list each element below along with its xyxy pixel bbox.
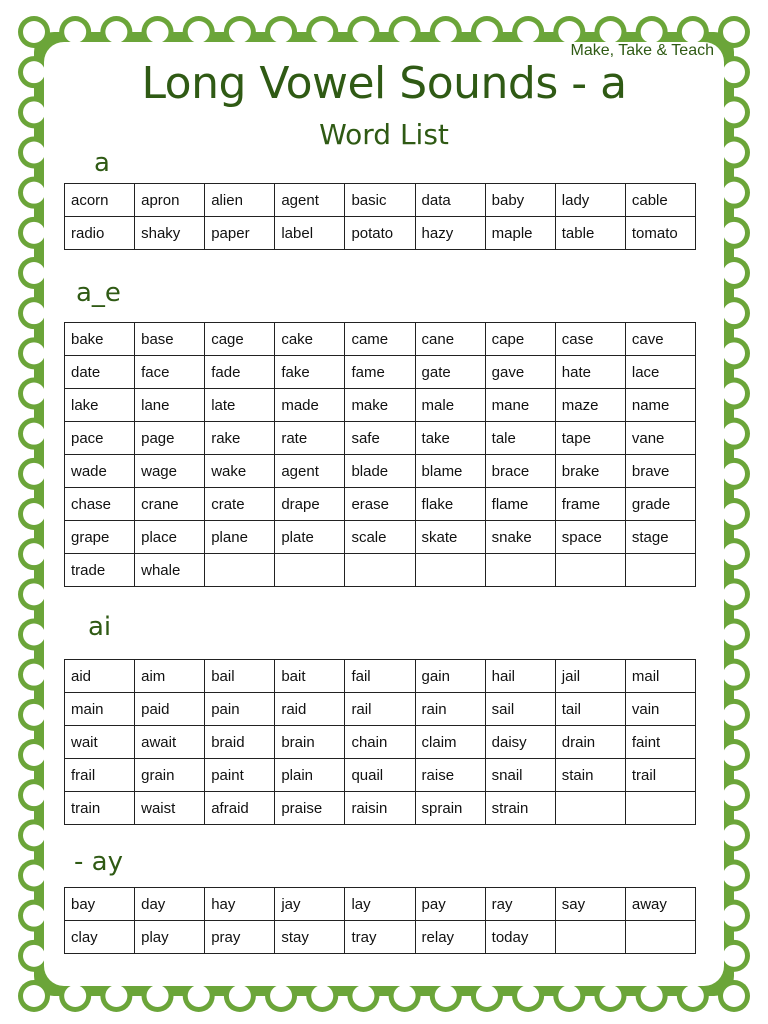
empty-cell bbox=[555, 554, 625, 587]
word-cell: fade bbox=[205, 356, 275, 389]
border-scallop bbox=[270, 985, 292, 1007]
word-cell: wake bbox=[205, 455, 275, 488]
table-row bbox=[65, 792, 696, 825]
border-scallop bbox=[229, 985, 251, 1007]
word-cell: drape bbox=[275, 488, 345, 521]
border-scallop bbox=[517, 21, 539, 43]
word-cell: agent bbox=[275, 455, 345, 488]
word-cell: braid bbox=[205, 726, 275, 759]
border-scallop bbox=[105, 985, 127, 1007]
word-table-a-e bbox=[64, 322, 696, 587]
border-scallop bbox=[723, 262, 745, 284]
word-cell: fake bbox=[275, 356, 345, 389]
border-scallop bbox=[641, 21, 663, 43]
word-cell: plain bbox=[275, 759, 345, 792]
border-scallop bbox=[188, 985, 210, 1007]
word-cell: raid bbox=[275, 693, 345, 726]
page-subtitle: Word List bbox=[319, 118, 449, 151]
border-scallop bbox=[599, 21, 621, 43]
empty-cell bbox=[415, 554, 485, 587]
word-cell: vane bbox=[625, 422, 695, 455]
word-table-ay bbox=[64, 887, 696, 954]
border-scallop bbox=[23, 985, 45, 1007]
border-scallop bbox=[23, 704, 45, 726]
word-cell: wade bbox=[65, 455, 135, 488]
table-row bbox=[65, 554, 696, 587]
border-scallop bbox=[23, 865, 45, 887]
word-cell: fame bbox=[345, 356, 415, 389]
border-scallop bbox=[394, 985, 416, 1007]
word-cell: claim bbox=[415, 726, 485, 759]
empty-cell bbox=[205, 554, 275, 587]
table-row bbox=[65, 455, 696, 488]
word-cell: blade bbox=[345, 455, 415, 488]
word-cell: day bbox=[135, 888, 205, 921]
word-cell: ray bbox=[485, 888, 555, 921]
word-cell: came bbox=[345, 323, 415, 356]
word-cell: praise bbox=[275, 792, 345, 825]
word-cell: blame bbox=[415, 455, 485, 488]
word-cell: brace bbox=[485, 455, 555, 488]
border-scallop bbox=[352, 21, 374, 43]
word-cell: pay bbox=[415, 888, 485, 921]
word-cell: chain bbox=[345, 726, 415, 759]
border-scallop bbox=[723, 543, 745, 565]
word-cell: fail bbox=[345, 660, 415, 693]
word-cell: paper bbox=[205, 217, 275, 250]
border-scallop bbox=[23, 302, 45, 324]
word-cell: paint bbox=[205, 759, 275, 792]
border-scallop bbox=[23, 945, 45, 967]
word-cell: crate bbox=[205, 488, 275, 521]
border-scallop bbox=[723, 824, 745, 846]
word-cell: name bbox=[625, 389, 695, 422]
empty-cell bbox=[625, 792, 695, 825]
word-cell: hail bbox=[485, 660, 555, 693]
border-scallop bbox=[23, 21, 45, 43]
word-cell: main bbox=[65, 693, 135, 726]
table-row bbox=[65, 422, 696, 455]
word-cell: pace bbox=[65, 422, 135, 455]
word-cell: face bbox=[135, 356, 205, 389]
table-row bbox=[65, 888, 696, 921]
page-title: Long Vowel Sounds - a bbox=[141, 58, 627, 109]
word-cell: bay bbox=[65, 888, 135, 921]
border-scallop bbox=[723, 664, 745, 686]
word-cell: page bbox=[135, 422, 205, 455]
word-cell: flame bbox=[485, 488, 555, 521]
border-scallop bbox=[476, 21, 498, 43]
border-scallop bbox=[723, 21, 745, 43]
word-cell: gave bbox=[485, 356, 555, 389]
border-scallop bbox=[723, 383, 745, 405]
word-cell: apron bbox=[135, 184, 205, 217]
word-cell: chase bbox=[65, 488, 135, 521]
word-cell: data bbox=[415, 184, 485, 217]
border-scallop bbox=[723, 503, 745, 525]
word-cell: stay bbox=[275, 921, 345, 954]
border-scallop bbox=[723, 423, 745, 445]
word-cell: flake bbox=[415, 488, 485, 521]
border-scallop bbox=[723, 463, 745, 485]
section-label-ay: - ay bbox=[74, 847, 123, 877]
word-cell: place bbox=[135, 521, 205, 554]
word-cell: paid bbox=[135, 693, 205, 726]
word-cell: lady bbox=[555, 184, 625, 217]
word-cell: alien bbox=[205, 184, 275, 217]
word-table-a bbox=[64, 183, 696, 250]
word-cell: radio bbox=[65, 217, 135, 250]
border-scallop bbox=[723, 583, 745, 605]
word-cell: base bbox=[135, 323, 205, 356]
word-cell: acorn bbox=[65, 184, 135, 217]
border-scallop bbox=[23, 342, 45, 364]
word-cell: tomato bbox=[625, 217, 695, 250]
word-cell: daisy bbox=[485, 726, 555, 759]
word-cell: safe bbox=[345, 422, 415, 455]
word-cell: agent bbox=[275, 184, 345, 217]
section-label-ai: ai bbox=[88, 612, 112, 642]
word-cell: scale bbox=[345, 521, 415, 554]
word-cell: tape bbox=[555, 422, 625, 455]
word-cell: jay bbox=[275, 888, 345, 921]
border-scallop bbox=[23, 182, 45, 204]
empty-cell bbox=[345, 554, 415, 587]
table-row bbox=[65, 759, 696, 792]
border-scallop bbox=[599, 985, 621, 1007]
word-cell: gate bbox=[415, 356, 485, 389]
word-cell: lay bbox=[345, 888, 415, 921]
border-scallop bbox=[723, 865, 745, 887]
border-scallop bbox=[23, 905, 45, 927]
word-cell: cape bbox=[485, 323, 555, 356]
word-cell: brake bbox=[555, 455, 625, 488]
word-cell: today bbox=[485, 921, 555, 954]
border-scallop bbox=[23, 664, 45, 686]
table-row bbox=[65, 323, 696, 356]
word-cell: lane bbox=[135, 389, 205, 422]
border-scallop bbox=[723, 342, 745, 364]
word-cell: gain bbox=[415, 660, 485, 693]
word-cell: cable bbox=[625, 184, 695, 217]
border-scallop bbox=[394, 21, 416, 43]
word-cell: grain bbox=[135, 759, 205, 792]
word-cell: quail bbox=[345, 759, 415, 792]
border-scallop bbox=[229, 21, 251, 43]
border-scallop bbox=[23, 423, 45, 445]
border-scallop bbox=[682, 21, 704, 43]
border-scallop bbox=[558, 985, 580, 1007]
border-scallop bbox=[23, 824, 45, 846]
empty-cell bbox=[485, 554, 555, 587]
border-scallop bbox=[723, 302, 745, 324]
word-cell: say bbox=[555, 888, 625, 921]
word-cell: bail bbox=[205, 660, 275, 693]
word-cell: erase bbox=[345, 488, 415, 521]
word-cell: afraid bbox=[205, 792, 275, 825]
word-cell: male bbox=[415, 389, 485, 422]
table-row bbox=[65, 660, 696, 693]
word-cell: cane bbox=[415, 323, 485, 356]
border-scallop bbox=[23, 744, 45, 766]
table-row bbox=[65, 921, 696, 954]
border-scallop bbox=[270, 21, 292, 43]
word-cell: maple bbox=[485, 217, 555, 250]
word-cell: play bbox=[135, 921, 205, 954]
border-scallop bbox=[64, 985, 86, 1007]
border-scallop bbox=[147, 985, 169, 1007]
table-row bbox=[65, 488, 696, 521]
word-cell: maze bbox=[555, 389, 625, 422]
border-scallop bbox=[147, 21, 169, 43]
word-cell: snake bbox=[485, 521, 555, 554]
word-cell: bake bbox=[65, 323, 135, 356]
border-scallop bbox=[23, 383, 45, 405]
border-scallop bbox=[311, 985, 333, 1007]
word-cell: sail bbox=[485, 693, 555, 726]
word-cell: pray bbox=[205, 921, 275, 954]
word-cell: rail bbox=[345, 693, 415, 726]
word-cell: cake bbox=[275, 323, 345, 356]
border-scallop bbox=[723, 182, 745, 204]
border-scallop bbox=[641, 985, 663, 1007]
table-row bbox=[65, 521, 696, 554]
border-scallop bbox=[23, 784, 45, 806]
word-cell: wait bbox=[65, 726, 135, 759]
table-row bbox=[65, 389, 696, 422]
word-cell: rate bbox=[275, 422, 345, 455]
word-cell: lace bbox=[625, 356, 695, 389]
word-cell: shaky bbox=[135, 217, 205, 250]
word-cell: tray bbox=[345, 921, 415, 954]
word-cell: skate bbox=[415, 521, 485, 554]
word-cell: whale bbox=[135, 554, 205, 587]
empty-cell bbox=[555, 921, 625, 954]
border-scallop bbox=[723, 744, 745, 766]
word-cell: plate bbox=[275, 521, 345, 554]
word-cell: relay bbox=[415, 921, 485, 954]
word-cell: await bbox=[135, 726, 205, 759]
border-scallop bbox=[723, 905, 745, 927]
word-cell: cave bbox=[625, 323, 695, 356]
border-scallop bbox=[723, 945, 745, 967]
word-cell: strain bbox=[485, 792, 555, 825]
border-scallop bbox=[64, 21, 86, 43]
table-row bbox=[65, 726, 696, 759]
table-row bbox=[65, 693, 696, 726]
word-cell: brain bbox=[275, 726, 345, 759]
section-label-a: a bbox=[94, 148, 110, 178]
border-scallop bbox=[23, 503, 45, 525]
brand-credit: Make, Take & Teach bbox=[570, 42, 714, 59]
empty-cell bbox=[555, 792, 625, 825]
word-cell: grade bbox=[625, 488, 695, 521]
border-scallop bbox=[682, 985, 704, 1007]
word-cell: take bbox=[415, 422, 485, 455]
border-scallop bbox=[558, 21, 580, 43]
word-cell: cage bbox=[205, 323, 275, 356]
word-cell: aim bbox=[135, 660, 205, 693]
word-table-ai bbox=[64, 659, 696, 825]
word-cell: trade bbox=[65, 554, 135, 587]
word-cell: train bbox=[65, 792, 135, 825]
border-scallop bbox=[23, 222, 45, 244]
word-cell: stage bbox=[625, 521, 695, 554]
border-scallop bbox=[723, 704, 745, 726]
word-cell: stain bbox=[555, 759, 625, 792]
word-cell: pain bbox=[205, 693, 275, 726]
word-cell: crane bbox=[135, 488, 205, 521]
border-scallop bbox=[723, 624, 745, 646]
word-cell: rain bbox=[415, 693, 485, 726]
word-cell: mane bbox=[485, 389, 555, 422]
word-cell: mail bbox=[625, 660, 695, 693]
border-scallop bbox=[435, 21, 457, 43]
border-scallop bbox=[723, 784, 745, 806]
word-cell: hate bbox=[555, 356, 625, 389]
word-cell: space bbox=[555, 521, 625, 554]
word-cell: grape bbox=[65, 521, 135, 554]
word-cell: tail bbox=[555, 693, 625, 726]
word-cell: sprain bbox=[415, 792, 485, 825]
word-cell: plane bbox=[205, 521, 275, 554]
border-scallop bbox=[23, 583, 45, 605]
border-scallop bbox=[188, 21, 210, 43]
word-cell: frail bbox=[65, 759, 135, 792]
word-cell: jail bbox=[555, 660, 625, 693]
word-cell: basic bbox=[345, 184, 415, 217]
word-cell: drain bbox=[555, 726, 625, 759]
table-row bbox=[65, 184, 696, 217]
word-cell: vain bbox=[625, 693, 695, 726]
border-scallop bbox=[105, 21, 127, 43]
word-cell: aid bbox=[65, 660, 135, 693]
border-scallop bbox=[23, 463, 45, 485]
word-cell: hazy bbox=[415, 217, 485, 250]
table-row bbox=[65, 217, 696, 250]
word-cell: away bbox=[625, 888, 695, 921]
word-cell: tale bbox=[485, 422, 555, 455]
word-cell: brave bbox=[625, 455, 695, 488]
word-cell: raise bbox=[415, 759, 485, 792]
word-cell: bait bbox=[275, 660, 345, 693]
border-scallop bbox=[23, 543, 45, 565]
table-row bbox=[65, 356, 696, 389]
section-label-a-e: a_e bbox=[76, 278, 121, 308]
border-scallop bbox=[517, 985, 539, 1007]
word-cell: faint bbox=[625, 726, 695, 759]
word-cell: trail bbox=[625, 759, 695, 792]
border-scallop bbox=[23, 262, 45, 284]
border-scallop bbox=[435, 985, 457, 1007]
word-cell: date bbox=[65, 356, 135, 389]
word-cell: rake bbox=[205, 422, 275, 455]
word-cell: snail bbox=[485, 759, 555, 792]
word-cell: make bbox=[345, 389, 415, 422]
word-cell: label bbox=[275, 217, 345, 250]
border-scallop bbox=[723, 985, 745, 1007]
word-cell: frame bbox=[555, 488, 625, 521]
word-cell: table bbox=[555, 217, 625, 250]
word-cell: late bbox=[205, 389, 275, 422]
word-cell: hay bbox=[205, 888, 275, 921]
border-scallop bbox=[723, 222, 745, 244]
empty-cell bbox=[625, 921, 695, 954]
word-cell: raisin bbox=[345, 792, 415, 825]
border-scallop bbox=[23, 624, 45, 646]
word-cell: lake bbox=[65, 389, 135, 422]
border-scallop bbox=[352, 985, 374, 1007]
word-cell: baby bbox=[485, 184, 555, 217]
word-cell: potato bbox=[345, 217, 415, 250]
word-cell: case bbox=[555, 323, 625, 356]
word-cell: waist bbox=[135, 792, 205, 825]
word-cell: wage bbox=[135, 455, 205, 488]
border-scallop bbox=[311, 21, 333, 43]
word-cell: made bbox=[275, 389, 345, 422]
empty-cell bbox=[625, 554, 695, 587]
border-scallop bbox=[476, 985, 498, 1007]
word-cell: clay bbox=[65, 921, 135, 954]
empty-cell bbox=[275, 554, 345, 587]
